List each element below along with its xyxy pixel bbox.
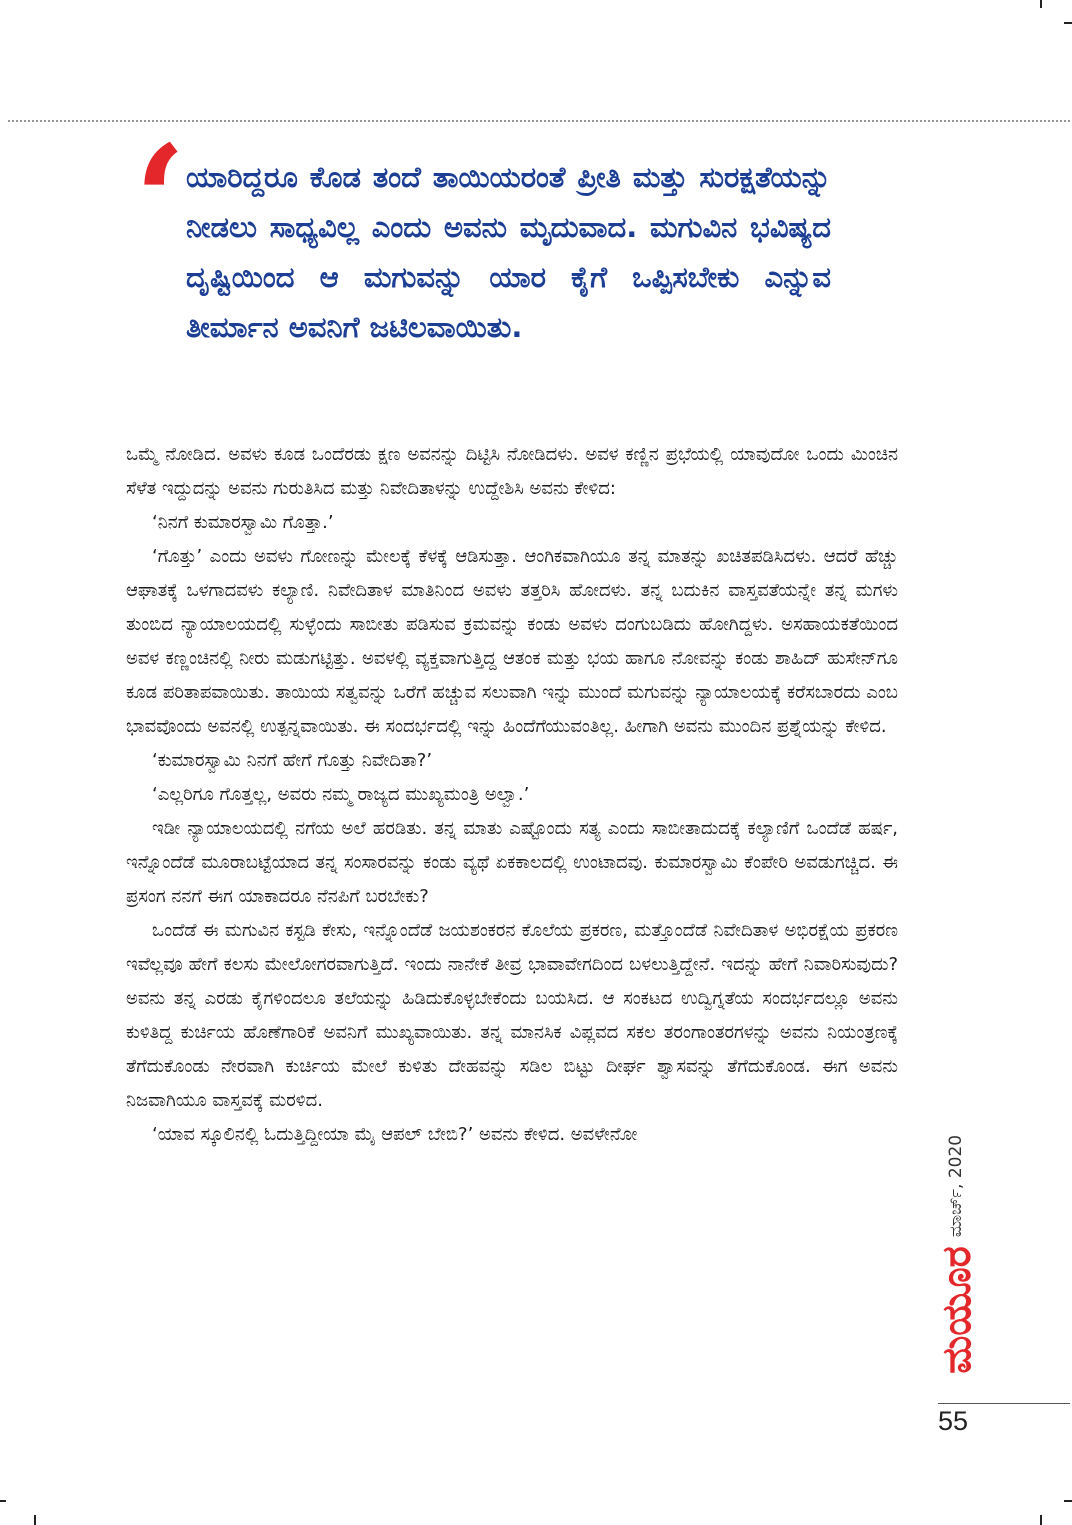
footer-rule [938,1403,1070,1404]
paragraph: ‘ಯಾವ ಸ್ಕೂಲಿನಲ್ಲಿ ಓದುತ್ತಿದ್ದೀಯಾ ಮೈ ಆಪಲ್ ಬೇಬಿ?’ ಅವನು ಕೇಳಿದ. ಅವಳೇನೋ [152,1124,638,1145]
paragraph: ‘ಗೊತ್ತು’ ಎಂದು ಅವಳು ಗೋಣನ್ನು ಮೇಲಕ್ಕೆ ಕೆಳಕ್ಕೆ ಆಡಿಸುತ್ತಾ. ಆಂಗಿಕವಾಗಿಯೂ ತನ್ನ ಮಾತನ್ನು ಖಚಿತಪಡಿಸಿದಳು. ಆದರೆ ಹೆಚ್ಚು ಆಘಾತಕ್ಕೆ ಒಳಗಾದವಳು ಕಲ್ಯಾಣಿ. ನಿವೇದಿತಾಳ ಮಾತಿನಿಂದ ಅವಳು ತತ್ತರಿಸಿ ಹೋದಳು. ತನ್ನ ಬದುಕಿನ ವಾಸ್ತವತೆಯನ್ನೇ ತನ್ನ ಮಗಳು ತುಂಬಿದ ನ್ಯಾಯಾಲಯದಲ್ಲಿ ಸುಳ್ಳೆಂದು ಸಾಬೀತು ಪಡಿಸುವ ಕ್ರಮವನ್ನು ಕಂಡು ಅವಳು ದಂಗುಬಡಿದು ಹೋಗಿದ್ದಳು. ಅಸಹಾಯಕತೆಯಿಂದ ಅವಳ ಕಣ್ಣಂಚಿನಲ್ಲಿ ನೀರು ಮಡುಗಟ್ಟಿತ್ತು. ಅವಳಲ್ಲಿ ವ್ಯಕ್ತವಾಗುತ್ತಿದ್ದ ಆತಂಕ ಮತ್ತು ಭಯ ಹಾಗೂ ನೋವನ್ನು ಕಂಡು ಶಾಹಿದ್ ಹುಸೇನ್‌ಗೂ ಕೂಡ ಪರಿತಾಪವಾಯಿತು. ತಾಯಿಯ ಸತ್ವವನ್ನು ಒರೆಗೆ ಹಚ್ಚುವ ಸಲುವಾಗಿ ಇನ್ನು ಮುಂದೆ ಮಗುವನ್ನು ನ್ಯಾಯಾಲಯಕ್ಕೆ ಕರೆಸಬಾರದು ಎಂಬ ಭಾವವೊಂದು ಅವನಲ್ಲಿ ಉತ್ಪನ್ನವಾಯಿತು. ಈ ಸಂದರ್ಭದಲ್ಲಿ ಇನ್ನು ಹಿಂದೆಗೆಯುವಂತಿಲ್ಲ. ಹೀಗಾಗಿ ಅವನು ಮುಂದಿನ ಪ್ರಶ್ನೆಯನ್ನು ಕೇಳಿದ. [126,546,898,737]
crop-mark-top-right [1040,0,1042,8]
crop-mark-right-bottom [1064,1500,1072,1502]
issue-date: ಮಾರ್ಚ್, 2020 [946,1134,966,1238]
paragraph: ಇಡೀ ನ್ಯಾಯಾಲಯದಲ್ಲಿ ನಗೆಯ ಅಲೆ ಹರಡಿತು. ತನ್ನ ಮಾತು ಎಷ್ಟೊಂದು ಸತ್ಯ ಎಂದು ಸಾಬೀತಾದುದಕ್ಕೆ ಕಲ್ಯಾಣಿಗೆ ಒಂದೆಡೆ ಹರ್ಷ, ಇನ್ನೊಂದೆಡೆ ಮೂರಾಬಟ್ಟೆಯಾದ ತನ್ನ ಸಂಸಾರವನ್ನು ಕಂಡು ವ್ಯಥೆ ಏಕಕಾಲದಲ್ಲಿ ಉಂಟಾದವು. ಕುಮಾರಸ್ವಾಮಿ ಕೆಂಪೇರಿ ಅವಡುಗಚ್ಚಿದ. ಈ ಪ್ರಸಂಗ ನನಗೆ ಈಗ ಯಾಕಾದರೂ ನೆನಪಿಗೆ ಬರಬೇಕು? [126,818,898,907]
crop-mark-bottom-right [1040,1515,1042,1525]
paragraph: ‘ನಿನಗೆ ಕುಮಾರಸ್ವಾಮಿ ಗೊತ್ತಾ.’ [152,512,334,533]
paragraph: ಒಂದೆಡೆ ಈ ಮಗುವಿನ ಕಸ್ಟಡಿ ಕೇಸು, ಇನ್ನೊಂದೆಡೆ ಜಯಶಂಕರನ ಕೊಲೆಯ ಪ್ರಕರಣ, ಮತ್ತೊಂದೆಡೆ ನಿವೇದಿತಾಳ ಅಭಿರಕ್ಷೆಯ ಪ್ರಕರಣ ಇವೆಲ್ಲವೂ ಹೇಗೆ ಕಲಸು ಮೇಲೋಗರವಾಗುತ್ತಿದೆ. ಇಂದು ನಾನೇಕೆ ತೀವ್ರ ಭಾವಾವೇಗದಿಂದ ಬಳಲುತ್ತಿದ್ದೇನೆ. ಇದನ್ನು ಹೇಗೆ ನಿವಾರಿಸುವುದು? ಅವನು ತನ್ನ ಎರಡು ಕೈಗಳಿಂದಲೂ ತಲೆಯನ್ನು ಹಿಡಿದುಕೊಳ್ಳಬೇಕೆಂದು ಬಯಸಿದ. ಆ ಸಂಕಟದ ಉದ್ವಿಗ್ನತೆಯ ಸಂದರ್ಭದಲ್ಲೂ ಅವನು ಕುಳಿತಿದ್ದ ಕುರ್ಚಿಯ ಹೊಣೆಗಾರಿಕೆ ಅವನಿಗೆ ಮುಖ್ಯವಾಯಿತು. ತನ್ನ ಮಾನಸಿಕ ವಿಪ್ಲವದ ಸಕಲ ತರಂಗಾಂತರಗಳನ್ನು ಅವನು ನಿಯಂತ್ರಣಕ್ಕೆ ತೆಗೆದುಕೊಂಡು ನೇರವಾಗಿ ಕುರ್ಚಿಯ ಮೇಲೆ ಕುಳಿತು ದೇಹವನ್ನು ಸಡಿಲ ಬಿಟ್ಟು ದೀರ್ಘ ಶ್ವಾಸವನ್ನು ತೆಗೆದುಕೊಂಡ. ಈಗ ಅವನು ನಿಜವಾಗಿಯೂ ವಾಸ್ತವಕ್ಕೆ ಮರಳಿದ. [126,920,898,1111]
magazine-logo: ಮಯೂರ [934,1246,980,1374]
paragraph: ‘ಎಲ್ಲರಿಗೂ ಗೊತ್ತಲ್ಲ, ಅವರು ನಮ್ಮ ರಾಜ್ಯದ ಮುಖ್ಯಮಂತ್ರಿ ಅಲ್ವಾ.’ [152,784,530,805]
pull-quote-mark: ‘ [134,113,187,289]
page-number: 55 [938,1406,969,1436]
crop-mark-bottom-left [34,1515,36,1525]
paragraph: ಒಮ್ಮೆ ನೋಡಿದ. ಅವಳು ಕೂಡ ಒಂದೆರಡು ಕ್ಷಣ ಅವನನ್ನು ದಿಟ್ಟಿಸಿ ನೋಡಿದಳು. ಅವಳ ಕಣ್ಣಿನ ಪ್ರಭೆಯಲ್ಲಿ ಯಾವುದೋ ಒಂದು ಮಿಂಚಿನ ಸೆಳೆತ ಇದ್ದುದನ್ನು ಅವನು ಗುರುತಿಸಿದ ಮತ್ತು ನಿವೇದಿತಾಳನ್ನು ಉದ್ದೇಶಿಸಿ ಅವನು ಕೇಳಿದ: [126,444,898,499]
pull-quote: ಯಾರಿದ್ದರೂ ಕೊಡ ತಂದೆ ತಾಯಿಯರಂತೆ ಪ್ರೀತಿ ಮತ್ತು ಸುರಕ್ಷತೆಯನ್ನು ನೀಡಲು ಸಾಧ್ಯವಿಲ್ಲ ಎಂದು ಅವನು ಮೃದುವಾದ. ಮಗುವಿನ ಭವಿಷ್ಯದ ದೃಷ್ಟಿಯಿಂದ ಆ ಮಗುವನ್ನು ಯಾರ ಕೈಗೆ ಒಪ್ಪಿಸಬೇಕು ಎನ್ನುವ ತೀರ್ಮಾನ ಅವನಿಗೆ ಜಟಿಲವಾಯಿತು. [186,160,831,344]
article-body [126,438,898,1152]
paragraph: ‘ಕುಮಾರಸ್ವಾಮಿ ನಿನಗೆ ಹೇಗೆ ಗೊತ್ತು ನಿವೇದಿತಾ?’ [152,750,433,771]
crop-mark-right-top [1064,22,1072,24]
crop-mark-left-bottom [0,1500,6,1502]
